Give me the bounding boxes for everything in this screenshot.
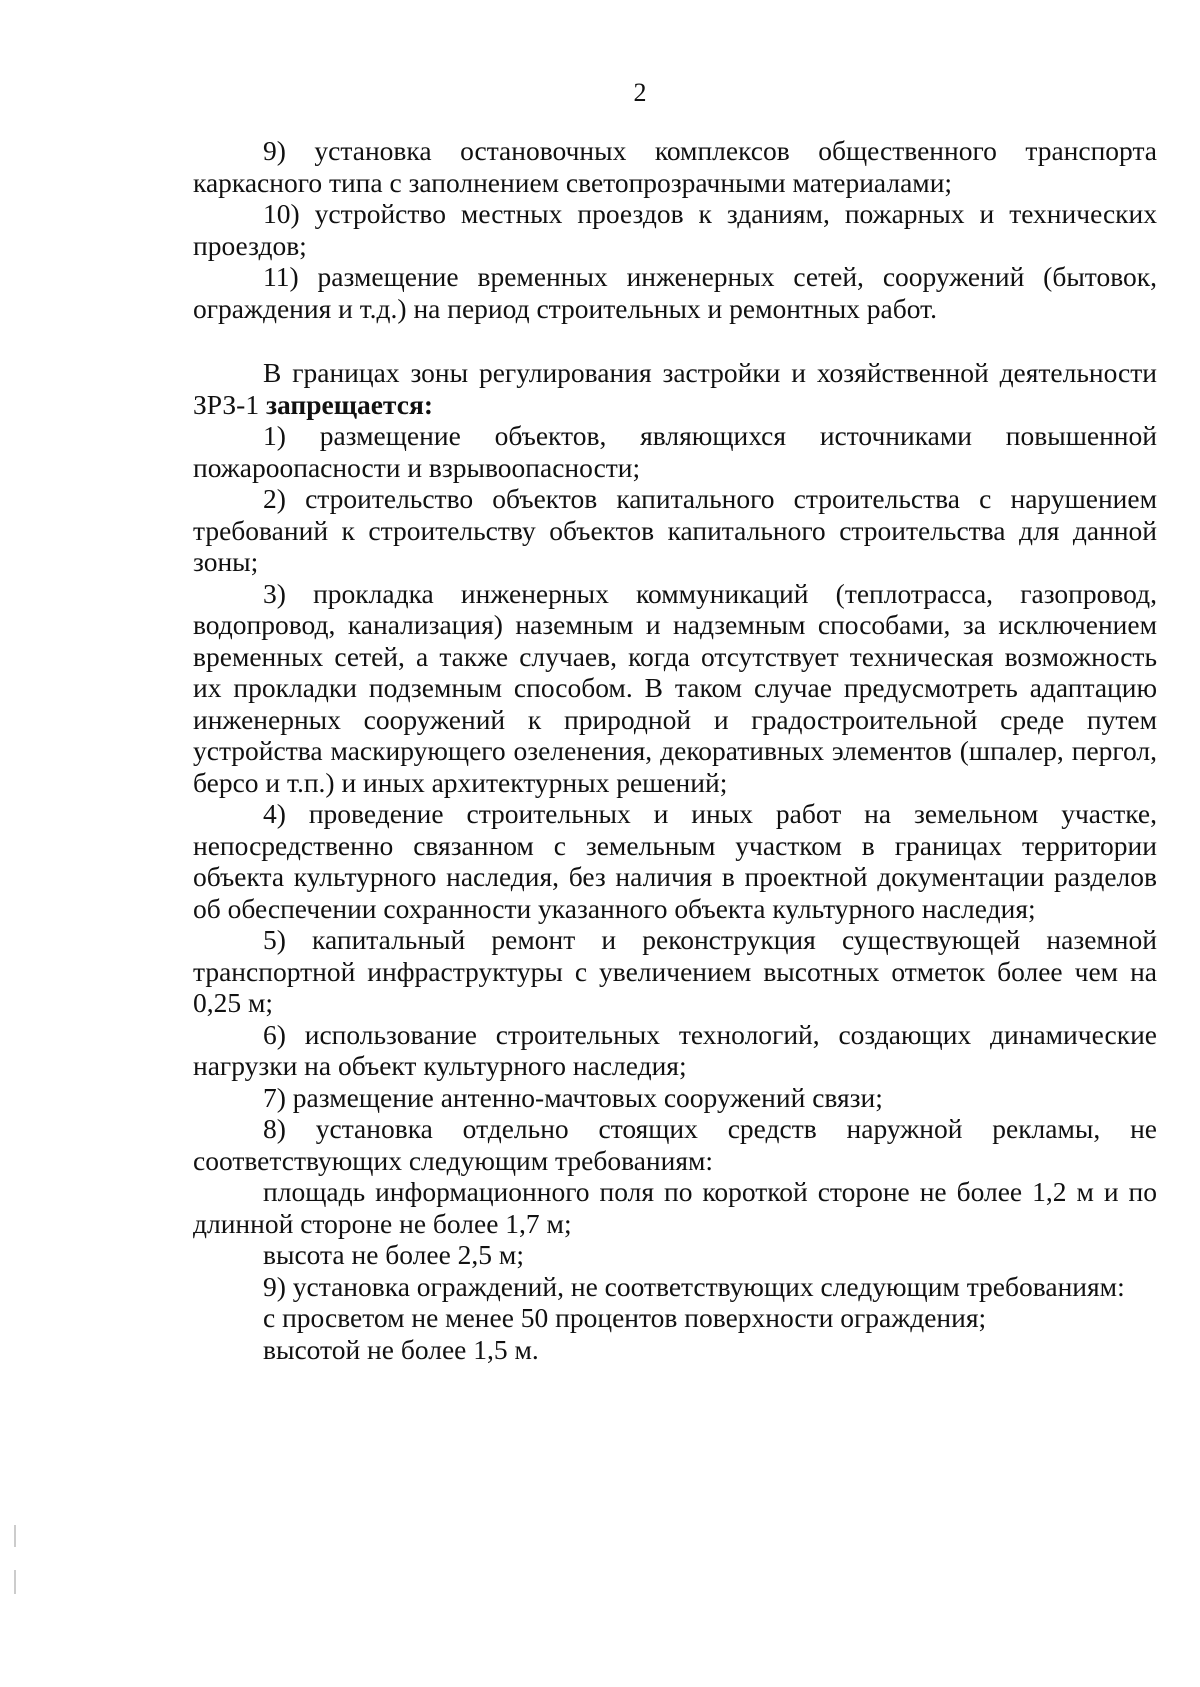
list-item: 6) использование строительных технологий, создающих динамические нагрузки на объект культурного наследия; — [193, 1018, 1157, 1081]
scan-edge-mark — [14, 1525, 16, 1547]
list-item: 1) размещение объектов, являющихся источниками повышенной пожароопасности и взрывоопасности; — [193, 420, 1157, 483]
list-item: 10) устройство местных проездов к зданиям, пожарных и технических проездов; — [193, 198, 1157, 261]
paragraph-gap — [193, 324, 1157, 357]
list-item: 3) прокладка инженерных коммуникаций (теплотрасса, газопровод, водопровод, канализация) наземным и надземным способами, за исключением временных сетей, а также случаев, когда отсутствует техническая возможность их прокладки подземным способом. В таком случае предусмотреть адаптацию инженерных сооружений к природной и градостроительной среде путем устройства маскирующего озеленения, декоративных элементов (шпалер, пергол, берсо и т.п.) и иных архитектурных решений; — [193, 577, 1157, 798]
zone-heading-bold: запрещается: — [265, 388, 434, 420]
zone-heading-text: В границах зоны регулирования застройки и хозяйственной деятельности ЗРЗ-1 — [193, 357, 1157, 420]
requirement-line: с просветом не менее 50 процентов поверхности ограждения; — [263, 1302, 987, 1333]
zone-heading — [193, 357, 1157, 420]
list-item: 8) установка отдельно стоящих средств наружной рекламы, не соответствующих следующим требованиям: — [193, 1113, 1157, 1176]
list-item: 4) проведение строительных и иных работ на земельном участке, непосредственно связанном с земельным участком в границах территории объекта культурного наследия, без наличия в проектной документации разделов об обеспечении сохранности указанного объекта культурного наследия; — [193, 798, 1157, 924]
list-item: 11) размещение временных инженерных сетей, сооружений (бытовок, ограждения и т.д.) на период строительных и ремонтных работ. — [193, 261, 1157, 324]
page-number: 2 — [633, 78, 647, 107]
scan-edge-mark — [14, 1570, 16, 1594]
requirement-line: высота не более 2,5 м; — [263, 1239, 524, 1270]
list-item: 2) строительство объектов капитального строительства с нарушением требований к строительству объектов капитального строительства для данной зоны; — [193, 483, 1157, 577]
requirement-line: высотой не более 1,5 м. — [263, 1333, 539, 1365]
list-item: 9) установка остановочных комплексов общественного транспорта каркасного типа с заполнением светопрозрачными материалами; — [193, 135, 1157, 198]
document-body — [193, 135, 1157, 1365]
list-item: 7) размещение антенно-мачтовых сооружений связи; — [263, 1081, 883, 1113]
requirement-line: площадь информационного поля по короткой стороне не более 1,2 м и по длинной стороне не более 1,7 м; — [193, 1176, 1157, 1239]
list-item: 5) капитальный ремонт и реконструкция существующей наземной транспортной инфраструктуры с увеличением высотных отметок более чем на 0,25 м; — [193, 924, 1157, 1018]
list-item: 9) установка ограждений, не соответствующих следующим требованиям: — [263, 1270, 1125, 1302]
